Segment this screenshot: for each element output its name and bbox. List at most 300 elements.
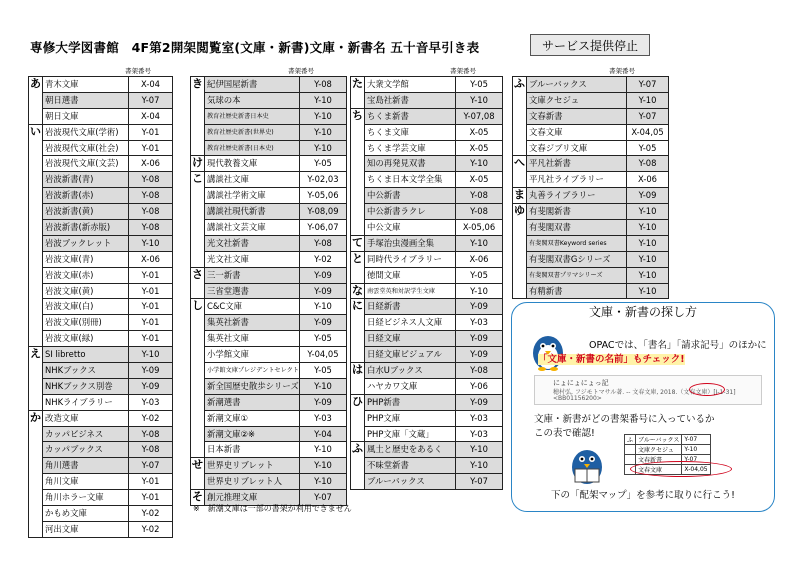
table-row (351, 124, 503, 140)
shelf-code: Y-07,08 (456, 108, 503, 124)
table-row (191, 426, 347, 442)
table-row (351, 299, 503, 315)
table-row (513, 220, 669, 236)
table-row (513, 92, 669, 108)
table-row (191, 267, 347, 283)
shelf-code: Y-08 (299, 77, 346, 93)
shelf-code: Y-03 (456, 426, 503, 442)
table-row (191, 315, 347, 331)
series-name: 青木文庫 (43, 77, 129, 93)
table-row (513, 156, 669, 172)
series-name: 三省堂選書 (205, 283, 300, 299)
table-row (29, 267, 173, 283)
table-row (29, 506, 173, 522)
shelf-code: X-06 (129, 156, 173, 172)
series-name: 新全国歴史散歩シリーズ (205, 378, 300, 394)
series-name: 平凡社新書 (527, 156, 627, 172)
table-row (191, 77, 347, 93)
mini-name: 文春新書 (636, 455, 682, 465)
opac-screenshot (534, 375, 762, 405)
table-row (29, 299, 173, 315)
kana-label (351, 267, 365, 283)
mini-code: Y-07 (682, 435, 710, 445)
shelf-code: Y-09 (456, 331, 503, 347)
kana-label: あ (29, 77, 43, 93)
shelf-code: Y-05 (627, 140, 669, 156)
index-table-3 (350, 76, 503, 490)
guide-box (511, 302, 775, 512)
shelf-code: Y-05 (456, 77, 503, 93)
mini-code: Y-07 (682, 455, 710, 465)
table-row (29, 172, 173, 188)
kana-label: け (191, 156, 205, 172)
mini-code: Y-10 (682, 445, 710, 455)
table-row (513, 267, 669, 283)
shelf-code: Y-07 (299, 490, 346, 506)
penguin-reading-icon (564, 443, 610, 487)
opac-record-id: <BB01156200> (553, 395, 602, 402)
kana-label (191, 331, 205, 347)
shelf-code: Y-02 (129, 506, 173, 522)
kana-label (513, 140, 527, 156)
highlight-circle (689, 383, 725, 396)
shelf-code: Y-09 (299, 394, 346, 410)
table-row (29, 474, 173, 490)
shelf-code: Y-07 (627, 77, 669, 93)
shelf-code: Y-10 (627, 251, 669, 267)
kana-label (29, 283, 43, 299)
kana-label (29, 521, 43, 537)
table-row (351, 188, 503, 204)
shelf-code: Y-09 (456, 394, 503, 410)
footnote: ※ 新潮文庫は一部の書架が利用できません (193, 504, 352, 513)
table-row (513, 251, 669, 267)
table-row (351, 108, 503, 124)
table-row (351, 172, 503, 188)
series-name: 白水Uブックス (365, 363, 456, 379)
shelf-code: Y-04 (299, 426, 346, 442)
table-row (191, 283, 347, 299)
shelf-code: Y-10 (299, 108, 346, 124)
shelf-code: Y-01 (129, 283, 173, 299)
shelf-code: X-05 (456, 172, 503, 188)
table-row (351, 204, 503, 220)
table-row (513, 77, 669, 93)
kana-label: せ (191, 458, 205, 474)
series-name: 講談社学術文庫 (205, 188, 300, 204)
series-name: 河出文庫 (43, 521, 129, 537)
shelf-code: Y-10 (456, 283, 503, 299)
series-name: 日経文庫 (365, 331, 456, 347)
kana-label (351, 204, 365, 220)
table-row (29, 426, 173, 442)
series-name: 中公新書 (365, 188, 456, 204)
table-row (191, 124, 347, 140)
kana-label (191, 426, 205, 442)
series-name: 朝日文庫 (43, 108, 129, 124)
table-row (351, 378, 503, 394)
kana-label (29, 394, 43, 410)
table-row (513, 124, 669, 140)
kana-label (29, 92, 43, 108)
series-name: 有斐閣新書 (527, 204, 627, 220)
table-row (351, 92, 503, 108)
series-name: 文庫クセジュ (527, 92, 627, 108)
shelf-code: Y-01 (129, 140, 173, 156)
series-name: ちくま新書 (365, 108, 456, 124)
table-row (29, 363, 173, 379)
table-row (191, 410, 347, 426)
series-name: 岩波新書(赤) (43, 188, 129, 204)
shelf-code: Y-09 (299, 315, 346, 331)
kana-label (191, 283, 205, 299)
series-name: PHP文庫「文蔵」 (365, 426, 456, 442)
kana-label (513, 220, 527, 236)
kana-label (191, 347, 205, 363)
table-row (29, 140, 173, 156)
series-name: 宝島社新書 (365, 92, 456, 108)
table-row (191, 458, 347, 474)
series-name: 文春新書 (527, 108, 627, 124)
table-row (29, 204, 173, 220)
series-name: 中公新書ラクレ (365, 204, 456, 220)
opac-record-title: にょにょにょっ記 (553, 379, 609, 387)
table-row (513, 188, 669, 204)
opac-record-detail: 穂村弘, フジモトマサル著. -- 文春文庫, 2018.（文春文庫）[Ⅰ-1-31] (553, 389, 736, 396)
series-name: 同時代ライブラリー (365, 251, 456, 267)
table-row (191, 347, 347, 363)
shelf-code: X-04 (129, 108, 173, 124)
shelf-code: Y-09 (456, 347, 503, 363)
kana-label (191, 235, 205, 251)
shelf-code: Y-10 (299, 458, 346, 474)
table-row (29, 442, 173, 458)
series-name: 三一新書 (205, 267, 300, 283)
series-name: 知の再発見双書 (365, 156, 456, 172)
table-row (191, 442, 347, 458)
series-name: 有精新書 (527, 283, 627, 299)
series-name: 改造文庫 (43, 410, 129, 426)
shelf-code: Y-10 (627, 283, 669, 299)
guide-text-shelf: 文庫・新書がどの書架番号に入っているか (534, 414, 715, 425)
shelf-code: Y-08 (129, 426, 173, 442)
table-row (29, 235, 173, 251)
shelf-code: X-04 (129, 77, 173, 93)
table-row (29, 220, 173, 236)
table-row (191, 156, 347, 172)
table-row (191, 299, 347, 315)
kana-label: か (29, 410, 43, 426)
table-row (191, 363, 347, 379)
shelf-code: Y-03 (299, 410, 346, 426)
shelf-code: Y-05 (299, 363, 346, 379)
kana-label (513, 267, 527, 283)
column-header: 書架番号 (450, 67, 476, 75)
shelf-code: Y-10 (627, 204, 669, 220)
kana-label (513, 92, 527, 108)
series-name: 集英社文庫 (205, 331, 300, 347)
series-name: 小学館文庫 (205, 347, 300, 363)
table-row (29, 283, 173, 299)
shelf-code: Y-08 (129, 220, 173, 236)
series-name: 文春文庫 (527, 124, 627, 140)
table-row (29, 188, 173, 204)
series-name: NHKブックス別巻 (43, 378, 129, 394)
table-row (351, 442, 503, 458)
table-row (513, 108, 669, 124)
shelf-code: Y-10 (299, 124, 346, 140)
kana-label (513, 251, 527, 267)
series-name: 創元推理文庫 (205, 490, 300, 506)
series-name: ハヤカワ文庫 (365, 378, 456, 394)
kana-label (29, 490, 43, 506)
kana-label (191, 410, 205, 426)
table-row (191, 331, 347, 347)
shelf-code: Y-10 (129, 235, 173, 251)
series-name: 講談社文芸文庫 (205, 220, 300, 236)
table-row (29, 156, 173, 172)
kana-label: て (351, 235, 365, 251)
table-row (191, 204, 347, 220)
shelf-code: Y-08 (456, 363, 503, 379)
series-name: 光文社新書 (205, 235, 300, 251)
table-row (191, 394, 347, 410)
mini-code: X-04,05 (682, 465, 710, 475)
series-name: 新潮文庫②※ (205, 426, 300, 442)
kana-label (191, 140, 205, 156)
table-row (351, 156, 503, 172)
table-row (29, 458, 173, 474)
shelf-code: Y-08 (456, 188, 503, 204)
kana-label (29, 363, 43, 379)
kana-label (351, 92, 365, 108)
kana-label (191, 394, 205, 410)
mini-kana: ふ (625, 435, 636, 445)
kana-label: な (351, 283, 365, 299)
kana-label (29, 315, 43, 331)
shelf-code: Y-10 (299, 442, 346, 458)
shelf-code: Y-10 (456, 156, 503, 172)
series-name: 教育社歴史新書日本史 (205, 108, 300, 124)
series-name: ちくま学芸文庫 (365, 140, 456, 156)
shelf-code: Y-08 (129, 442, 173, 458)
table-row (351, 331, 503, 347)
shelf-code: Y-10 (299, 378, 346, 394)
table-row (351, 410, 503, 426)
series-name: 風土と歴史をあるく (365, 442, 456, 458)
table-row (513, 204, 669, 220)
shelf-code: Y-08 (456, 204, 503, 220)
table-row (29, 410, 173, 426)
table-row (29, 315, 173, 331)
kana-label (29, 156, 43, 172)
series-name: 教育社歴史新書(世界史) (205, 124, 300, 140)
series-name: ちくま日本文学全集 (365, 172, 456, 188)
shelf-code: Y-10 (627, 220, 669, 236)
kana-label (351, 378, 365, 394)
shelf-code: Y-08 (627, 156, 669, 172)
shelf-code: Y-09 (456, 299, 503, 315)
shelf-code: Y-05 (456, 267, 503, 283)
shelf-code: Y-01 (129, 124, 173, 140)
kana-label: き (191, 77, 205, 93)
table-row (29, 331, 173, 347)
shelf-code: Y-10 (456, 92, 503, 108)
table-row (351, 394, 503, 410)
kana-label (191, 220, 205, 236)
kana-label (351, 458, 365, 474)
table-row (29, 347, 173, 363)
guide-text-name (538, 351, 685, 365)
table-row (191, 474, 347, 490)
page-title: 専修大学図書館 4F第2開架閲覧室(文庫・新書)文庫・新書名 五十音早引き表 (30, 40, 480, 55)
shelf-code: Y-08 (129, 188, 173, 204)
table-row (513, 283, 669, 299)
kana-label (513, 108, 527, 124)
table-row (351, 235, 503, 251)
shelf-code: Y-07 (129, 92, 173, 108)
table-row (29, 77, 173, 93)
table-row (351, 283, 503, 299)
table-row (191, 108, 347, 124)
series-name: C&C文庫 (205, 299, 300, 315)
table-row (191, 378, 347, 394)
table-row (351, 220, 503, 236)
mini-name: 文春文庫 (636, 465, 682, 475)
series-name: 岩波現代文庫(文芸) (43, 156, 129, 172)
series-name: 徳間文庫 (365, 267, 456, 283)
series-name: 講談社文庫 (205, 172, 300, 188)
series-name: 岩波文庫(赤) (43, 267, 129, 283)
series-name: ブルーバックス (365, 474, 456, 490)
series-name: PHP新書 (365, 394, 456, 410)
shelf-code: Y-05,06 (299, 188, 346, 204)
series-name: 小学館文庫プレジデントセレクト (205, 363, 300, 379)
shelf-code: Y-08 (299, 235, 346, 251)
series-name: 文春ジブリ文庫 (527, 140, 627, 156)
kana-label (191, 315, 205, 331)
kana-label (513, 124, 527, 140)
column-header: 書架番号 (125, 67, 151, 75)
column-header: 書架番号 (288, 67, 314, 75)
kana-label (29, 299, 43, 315)
shelf-code: Y-04,05 (299, 347, 346, 363)
shelf-code: Y-09 (627, 188, 669, 204)
table-row (351, 267, 503, 283)
series-name: 角川選書 (43, 458, 129, 474)
series-name: 現代教養文庫 (205, 156, 300, 172)
index-table-2 (190, 76, 347, 506)
kana-label (351, 315, 365, 331)
kana-label: ふ (351, 442, 365, 458)
shelf-code: Y-07 (627, 108, 669, 124)
series-name: 有斐閣双書Gシリーズ (527, 251, 627, 267)
kana-label (29, 474, 43, 490)
kana-label: ま (513, 188, 527, 204)
shelf-code: Y-03 (456, 315, 503, 331)
series-name: 世界史リブレット (205, 458, 300, 474)
guide-text-check: この表で確認! (534, 428, 595, 439)
table-row (351, 251, 503, 267)
series-name: SI libretto (43, 347, 129, 363)
table-row (29, 92, 173, 108)
kana-label (351, 188, 365, 204)
shelf-code: Y-01 (129, 474, 173, 490)
series-name: ちくま文庫 (365, 124, 456, 140)
kana-label: た (351, 77, 365, 93)
kana-label (191, 363, 205, 379)
shelf-code: Y-02 (299, 251, 346, 267)
guide-text-opac: OPACでは、「書名」「請求記号」のほかに (589, 340, 767, 351)
series-name: 手塚治虫漫画全集 (365, 235, 456, 251)
series-name: 新潮選書 (205, 394, 300, 410)
series-name: 南雲堂英和対訳学生文庫 (365, 283, 456, 299)
table-row (29, 490, 173, 506)
shelf-code: Y-03 (129, 394, 173, 410)
kana-label (191, 474, 205, 490)
shelf-code: Y-07 (456, 474, 503, 490)
series-name: 岩波文庫(青) (43, 251, 129, 267)
kana-label (191, 378, 205, 394)
kana-label (29, 442, 43, 458)
shelf-code: Y-01 (129, 331, 173, 347)
series-name: 岩波現代文庫(社会) (43, 140, 129, 156)
shelf-code: Y-09 (299, 267, 346, 283)
table-row (29, 124, 173, 140)
kana-label: と (351, 251, 365, 267)
mini-kana (625, 455, 636, 465)
kana-label (191, 124, 205, 140)
series-name: カッパビジネス (43, 426, 129, 442)
kana-label: ひ (351, 394, 365, 410)
kana-label (351, 124, 365, 140)
table-row (191, 140, 347, 156)
kana-label (351, 172, 365, 188)
shelf-code: Y-01 (129, 267, 173, 283)
table-row (351, 363, 503, 379)
series-name: 岩波新書(青) (43, 172, 129, 188)
shelf-code: Y-09 (129, 378, 173, 394)
series-name: 有斐閣双書Keyword series (527, 235, 627, 251)
shelf-code: X-05 (456, 124, 503, 140)
table-row (191, 220, 347, 236)
kana-label (351, 140, 365, 156)
series-name: 丸善ライブラリー (527, 188, 627, 204)
kana-label (351, 331, 365, 347)
shelf-code: X-06 (456, 251, 503, 267)
series-name: 紀伊国屋新書 (205, 77, 300, 93)
kana-label: は (351, 363, 365, 379)
kana-label (29, 251, 43, 267)
shelf-code: Y-05 (299, 156, 346, 172)
kana-label (29, 506, 43, 522)
service-stopped-button[interactable]: サービス提供停止 (530, 34, 650, 56)
shelf-code: Y-02 (129, 521, 173, 537)
column-header: 書架番号 (609, 67, 635, 75)
kana-label (29, 458, 43, 474)
series-name: 世界史リブレット人 (205, 474, 300, 490)
kana-label: ち (351, 108, 365, 124)
series-name: 有斐閣双書プリマシリーズ (527, 267, 627, 283)
shelf-code: Y-10 (456, 235, 503, 251)
table-row (513, 172, 669, 188)
table-row (191, 92, 347, 108)
kana-label: し (191, 299, 205, 315)
shelf-code: Y-10 (299, 92, 346, 108)
kana-label (29, 331, 43, 347)
table-row (29, 394, 173, 410)
kana-label: え (29, 347, 43, 363)
